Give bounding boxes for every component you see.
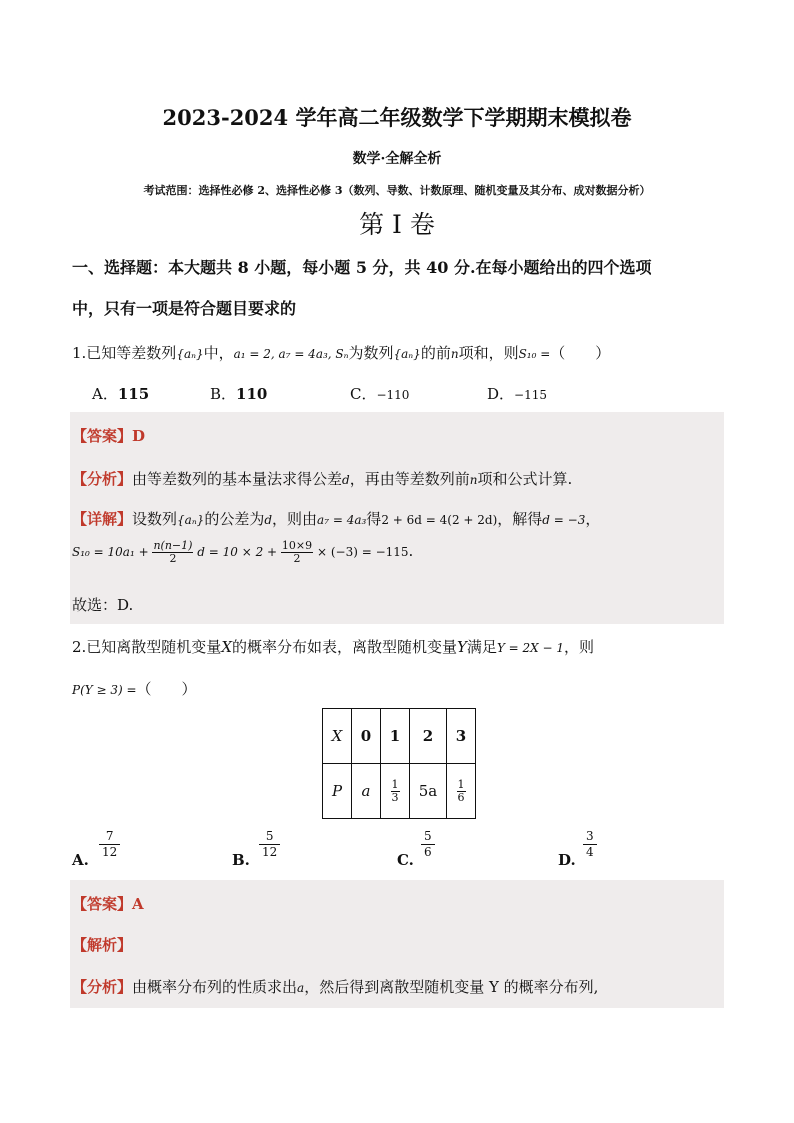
page-title: 2023-2024 学年高二年级数学下学期期末模拟卷 <box>162 105 632 130</box>
question-2-target: P(Y ≥ 3) =（ ） <box>72 680 197 698</box>
q2-option-b[interactable]: B. <box>232 851 250 869</box>
math-sequence: {aₙ} <box>393 347 421 361</box>
table-row: P a $\frac{1}{3}$ 5a $\frac{1}{6}$ <box>323 764 476 819</box>
page-subtitle: 数学·全解全析 <box>352 151 442 167</box>
math-sequence: {aₙ} <box>176 347 204 361</box>
q1-answer: 【答案】D <box>72 427 146 445</box>
fraction: $\frac{n(n-1)}{2}$ <box>153 539 193 565</box>
fraction: $\frac{10\times 9}{2}$ <box>281 539 313 565</box>
question-2-stem: 2.已知离散型随机变量X的概率分布如表，离散型随机变量Y满足Y = 2X − 1，则 <box>72 638 595 656</box>
q1-option-c[interactable]: C．−110 <box>350 385 410 403</box>
q2-option-b-fraction[interactable]: 5 12 <box>259 829 280 860</box>
q2-option-d[interactable]: D. <box>558 851 576 869</box>
distribution-table <box>322 708 476 819</box>
q1-choose: 故选：D. <box>72 596 134 614</box>
q2-option-d-fraction[interactable]: 3 4 <box>583 829 597 860</box>
q2-option-a-fraction[interactable]: 7 12 <box>99 829 120 860</box>
fraction: $\frac{1}{6}$ <box>457 777 465 804</box>
q1-option-b[interactable]: B．110 <box>210 385 268 403</box>
q1-option-a[interactable]: A．115 <box>92 385 150 403</box>
q2-option-a[interactable]: A. <box>72 851 89 869</box>
fraction: $\frac{1}{3}$ <box>391 777 399 804</box>
q2-option-c[interactable]: C. <box>397 851 414 869</box>
table-row: X 0 1 2 3 <box>323 709 476 764</box>
section-heading-line1: 一、选择题：本大题共 8 小题，每小题 5 分，共 40 分.在每小题给出的四个选项 <box>72 258 652 277</box>
q2-option-c-fraction[interactable]: 5 6 <box>421 829 435 860</box>
q1-option-d[interactable]: D．−115 <box>487 385 547 403</box>
q2-jiexi: 【解析】 <box>72 936 133 954</box>
exam-scope: 考试范围：选择性必修 2、选择性必修 3（数列、导数、计数原理、随机变量及其分布、成对数据分析） <box>143 184 651 197</box>
q1-detail: 【详解】设数列{aₙ}的公差为d，则由a₇ = 4a₃得2 + 6d = 4(2 + 2d)，解得d = −3， <box>72 510 601 528</box>
q2-answer: 【答案】A <box>72 895 144 913</box>
volume-heading: 第 I 卷 <box>359 210 435 239</box>
q1-analysis: 【分析】由等差数列的基本量法求得公差d，再由等差数列前n项和公式计算. <box>72 470 573 488</box>
q1-sum-formula: S₁₀ = 10a₁ + $\frac{n(n-1)}{2}$ d = 10 × 2 + $\frac{10\times 9}{2}$ × (−3) = −115. <box>72 539 414 565</box>
math-condition: a₁ = 2, a₇ = 4a₃, Sₙ <box>233 347 349 361</box>
section-heading-line2: 中，只有一项是符合题目要求的 <box>72 299 297 318</box>
q2-analysis: 【分析】由概率分布列的性质求出a，然后得到离散型随机变量 Y 的概率分布列, <box>72 978 599 996</box>
question-1-stem: 1.已知等差数列{aₙ}中，a₁ = 2, a₇ = 4a₃, Sₙ为数列{aₙ}的前n项和，则S₁₀ =（ ） <box>72 344 611 362</box>
math-target: S₁₀ = <box>518 347 551 361</box>
